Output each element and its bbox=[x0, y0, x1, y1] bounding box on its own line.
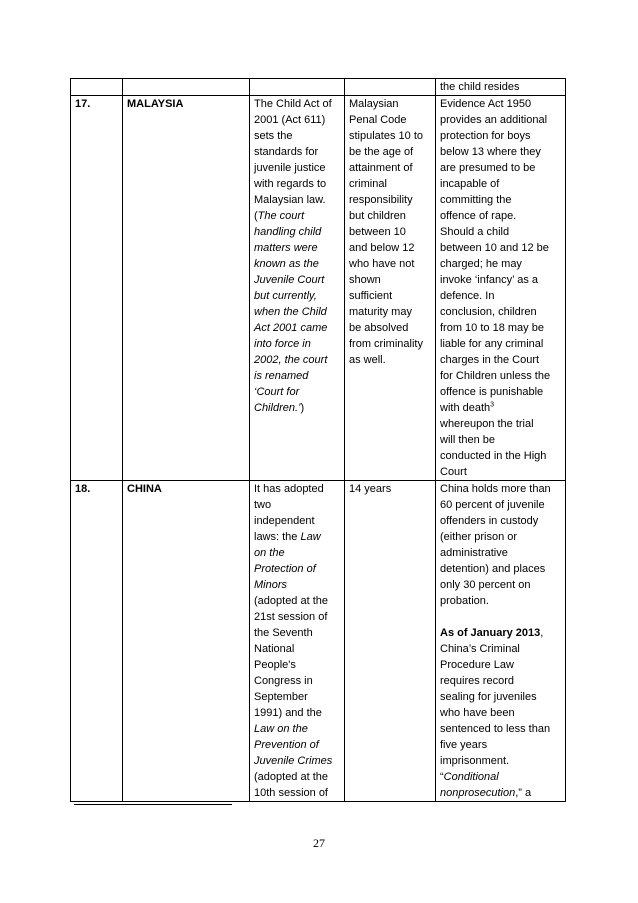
law-text bbox=[254, 481, 341, 801]
cell-law bbox=[250, 96, 345, 481]
page-number: 27 bbox=[313, 836, 325, 850]
country-name: MALAYSIA bbox=[127, 98, 184, 110]
cell-age bbox=[345, 79, 436, 96]
age-text bbox=[349, 96, 432, 368]
cell-impact bbox=[436, 96, 566, 481]
table-row-china bbox=[71, 481, 566, 802]
text-run: Law on the Protection of Minors bbox=[254, 531, 321, 591]
cell-age bbox=[345, 481, 436, 802]
cell-age bbox=[345, 96, 436, 481]
cell-country bbox=[123, 481, 250, 802]
text-run: As of January 2013 bbox=[440, 627, 541, 639]
text-run: Malaysian Penal Code stipulates 10 to be the age of attainment of criminal responsibility but children between 10 and below 12 who have not shown sufficient maturity may be absolved from criminality as well. bbox=[349, 98, 423, 366]
text-run: (adopted at the 21st session of the Seventh National People's Congress in September 1991) and the bbox=[254, 595, 329, 719]
table-row-continued bbox=[71, 79, 566, 96]
cell-number bbox=[71, 79, 123, 96]
impact-text bbox=[440, 96, 562, 480]
text-run: whereupon the trial will then be conducted in the High Court bbox=[440, 418, 547, 478]
text-run: , China’s Criminal Procedure Law requires record sealing for juveniles who have been sentenced to less than five years imprisonment. “ bbox=[440, 627, 551, 783]
row-number: 18. bbox=[75, 483, 91, 495]
footnote-separator bbox=[74, 804, 232, 805]
text-run: (adopted at the 10th session of bbox=[254, 771, 329, 799]
cell-law bbox=[250, 481, 345, 802]
text-run: Law on the Prevention of Juvenile Crimes bbox=[254, 723, 333, 767]
impact-tail-text: the child resides bbox=[440, 81, 520, 93]
text-run: The Child Act of 2001 (Act 611) sets the standards for juvenile justice with regards to Malaysian law. ( bbox=[254, 98, 332, 222]
cell-number bbox=[71, 96, 123, 481]
footnote-marker: 3 bbox=[490, 401, 495, 409]
cell-number bbox=[71, 481, 123, 802]
age-text bbox=[349, 481, 432, 497]
country-name: CHINA bbox=[127, 483, 162, 495]
text-run: China holds more than 60 percent of juvenile offenders in custody (either prison or administrative detention) and places only 30 percent on probation. bbox=[440, 483, 551, 607]
text-run: ) bbox=[300, 402, 305, 414]
juvenile-justice-table bbox=[70, 78, 566, 802]
cell-law bbox=[250, 79, 345, 96]
row-number: 17. bbox=[75, 98, 91, 110]
text-run: Evidence Act 1950 provides an additional protection for boys below 13 where they are presumed to be incapable of committing the offence of rape. Should a child between 10 and 12 be charged; he may invoke ‘infancy’ as a defence. In conclusion, children from 10 to 18 may be liable for any criminal charges in the Court for Children unless the offence is punishable with death bbox=[440, 98, 551, 414]
text-run: Conditional nonprosecution bbox=[440, 771, 516, 799]
cell-country bbox=[123, 96, 250, 481]
impact-text bbox=[440, 481, 562, 801]
text-run: The court handling child matters were known as the Juvenile Court but currently, when the Child Act 2001 came into force in 2002, the court is renamed ‘Court for Children.’ bbox=[254, 210, 328, 414]
law-text bbox=[254, 96, 341, 416]
cell-impact bbox=[436, 79, 566, 96]
text-run: It has adopted two independent laws: the bbox=[254, 483, 324, 543]
cell-country bbox=[123, 79, 250, 96]
text-run: 14 years bbox=[349, 483, 392, 495]
table-row-malaysia bbox=[71, 96, 566, 481]
text-run: ,” a bbox=[515, 787, 532, 799]
cell-impact bbox=[436, 481, 566, 802]
